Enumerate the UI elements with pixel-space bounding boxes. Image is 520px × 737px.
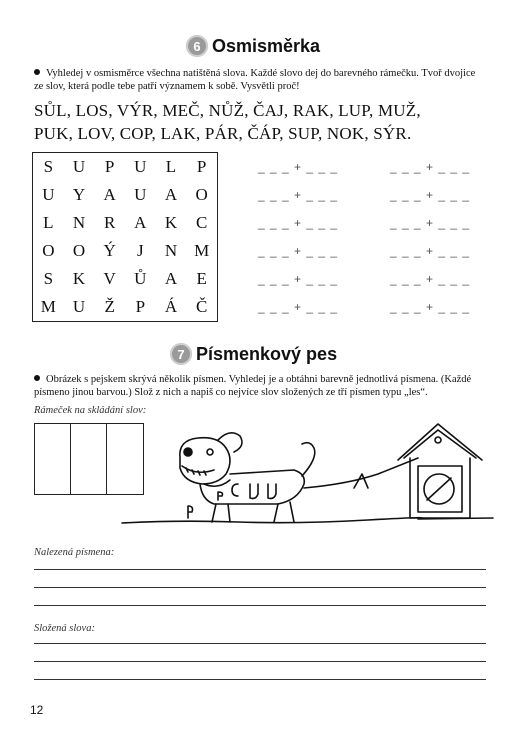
pair-blank[interactable]: _ _ _ + _ _ _ [390, 216, 471, 230]
grid-cell[interactable]: U [134, 185, 147, 204]
pair-blank[interactable]: _ _ _ + _ _ _ [390, 160, 471, 174]
grid-cell[interactable]: O [42, 241, 55, 260]
grid-cell[interactable]: N [164, 241, 178, 260]
writing-line[interactable] [34, 569, 486, 570]
grid-cell[interactable]: A [164, 269, 178, 288]
bullet-icon [34, 69, 40, 75]
grid-cell[interactable]: E [196, 269, 207, 288]
word-list-line-2: PUK, LOV, COP, LAK, PÁR, ČÁP, SUP, NOK, SÝR. [34, 124, 412, 143]
writing-line[interactable] [34, 587, 486, 588]
grid-cell[interactable]: P [104, 157, 115, 176]
grid-cell[interactable]: M [40, 297, 56, 316]
grid-cell[interactable]: C [195, 213, 208, 232]
section-7-instruction [34, 373, 484, 399]
instruction-text: Vyhledej v osmisměrce všechna natištěná slova. Každé slovo dej do barevného rámečku. Tvoř dvojice ze slov, která podle tebe patří významem k sobě. Vysvětli proč! [34, 68, 476, 92]
grid-cell[interactable]: Č [195, 297, 208, 316]
grid-cell[interactable]: S [43, 269, 54, 288]
grid-cell[interactable]: A [134, 213, 147, 232]
grid-cell[interactable]: Ů [134, 269, 147, 288]
pair-blank[interactable]: _ _ _ + _ _ _ [258, 244, 339, 258]
pair-blank[interactable]: _ _ _ + _ _ _ [258, 272, 339, 286]
pair-blank[interactable]: _ _ _ + _ _ _ [390, 272, 471, 286]
grid-cell[interactable]: M [194, 241, 210, 260]
writing-line[interactable] [34, 679, 486, 680]
grid-cell[interactable]: A [103, 185, 116, 204]
section-number-badge: 7 [170, 343, 192, 365]
writing-line[interactable] [34, 605, 486, 606]
section-number-badge: 6 [186, 35, 208, 57]
section-7-header [170, 343, 337, 365]
pair-blank[interactable]: _ _ _ + _ _ _ [258, 160, 339, 174]
grid-cell[interactable]: Ž [104, 297, 115, 316]
grid-cell[interactable]: S [43, 157, 54, 176]
pair-blank[interactable]: _ _ _ + _ _ _ [258, 216, 339, 230]
grid-cell[interactable]: A [164, 185, 178, 204]
found-letters-label: Nalezená písmena: [34, 547, 115, 558]
dog-kennel-illustration [118, 418, 498, 533]
composed-words-label: Složená slova: [34, 623, 95, 634]
pair-blank[interactable]: _ _ _ + _ _ _ [390, 188, 471, 202]
grid-cell[interactable]: U [42, 185, 55, 204]
section-6-instruction [34, 67, 484, 93]
bullet-icon [34, 375, 40, 381]
grid-cell[interactable]: R [103, 213, 116, 232]
pair-blank[interactable]: _ _ _ + _ _ _ [390, 300, 471, 314]
grid-cell[interactable]: V [103, 269, 116, 288]
grid-cell[interactable]: J [137, 241, 144, 260]
grid-cell[interactable]: U [72, 157, 86, 176]
pair-blank[interactable]: _ _ _ + _ _ _ [390, 244, 471, 258]
frame-cell[interactable] [35, 424, 71, 494]
page-number: 12 [30, 703, 44, 717]
grid-cell[interactable]: N [72, 213, 86, 232]
section-title: Osmisměrka [212, 35, 321, 56]
grid-cell[interactable]: Á [164, 297, 178, 316]
grid-cell[interactable]: U [72, 297, 86, 316]
grid-cell[interactable]: O [72, 241, 86, 260]
pair-blank[interactable]: _ _ _ + _ _ _ [258, 300, 339, 314]
grid-cell[interactable]: L [165, 157, 177, 176]
grid-cell[interactable]: P [135, 297, 146, 316]
grid-cell[interactable]: Y [72, 185, 86, 204]
frame-label: Rámeček na skládání slov: [34, 405, 147, 416]
word-search-grid[interactable] [32, 152, 218, 322]
writing-line[interactable] [34, 643, 486, 644]
grid-cell[interactable]: K [164, 213, 178, 232]
section-6-header [186, 35, 320, 57]
writing-line[interactable] [34, 661, 486, 662]
grid-cell[interactable]: U [134, 157, 147, 176]
grid-cell[interactable]: L [43, 213, 54, 232]
section-title: Písmenkový pes [196, 343, 338, 364]
word-list-line-1: SŮL, LOS, VÝR, MEČ, NŮŽ, ČAJ, RAK, LUP, MUŽ, [34, 101, 421, 120]
grid-cell[interactable]: K [72, 269, 86, 288]
grid-cell[interactable]: Ý [103, 241, 116, 260]
grid-cell[interactable]: O [195, 185, 208, 204]
pair-blank[interactable]: _ _ _ + _ _ _ [258, 188, 339, 202]
instruction-text: Obrázek s pejskem skrývá několik písmen. Vyhledej je a obtáhni barevně jednotlivá písmena. (Každé písmeno jinou barvou.) Slož z nich a napiš co nejvíce slov složených ze tří písmen typu „les“. [34, 374, 472, 398]
frame-cell[interactable] [71, 424, 107, 494]
grid-cell[interactable]: P [196, 157, 207, 176]
